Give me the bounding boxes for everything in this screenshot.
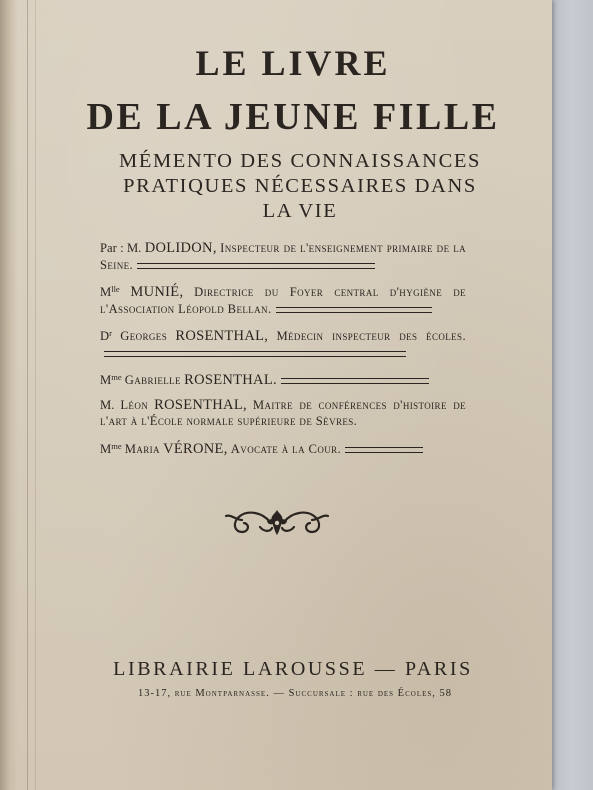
author-prefix: M [100,441,112,456]
subtitle-line-1: MÉMENTO DES CONNAISSANCES [119,150,481,172]
author-first-name: Léon [120,397,149,412]
author-first-name: Georges [120,329,168,343]
author-prefix: M [100,285,112,299]
author-title-sup: lle [111,284,120,294]
author-description: Maitre de conférences d'histoire de l'art à l'École normale supérieure de Sèvres. [100,397,467,428]
author-description: Directrice du Foyer central d'hygiène de l'Association Léopold Bellan. [100,285,466,316]
background-surface [548,0,593,790]
subtitle-line-3: LA VIE [262,200,338,222]
author-first-name: Maria [124,441,160,456]
book-title-line-2: DE LA JEUNE FILLE [86,96,500,138]
author-prefix: Par : M. [100,241,142,255]
entry-rule [345,447,423,453]
entry-rule [281,378,429,384]
author-entry [100,281,466,317]
author-entry [100,438,466,458]
author-name: ROSENTHAL, [154,396,247,413]
author-name: DOLIDON, [144,240,217,256]
author-description: Médecin inspecteur des écoles. [276,329,467,343]
floral-scroll-ornament-icon [222,502,332,542]
author-entry [100,369,466,389]
author-title-sup: me [111,372,122,382]
author-entry [100,397,466,430]
author-list [100,240,466,465]
author-name: MUNIÉ, [130,284,184,300]
author-prefix: M. [100,397,115,412]
author-name: ROSENTHAL, [175,328,269,344]
spine-shadow [0,0,18,790]
entry-rule [276,307,432,313]
spine-fold-secondary [35,0,36,790]
book-subtitle [70,149,530,224]
author-description: Avocate à la Cour. [230,441,342,456]
author-entry [100,240,466,273]
author-title-sup: r [109,328,112,338]
author-prefix: M [100,373,112,387]
author-prefix: D [100,329,110,343]
author-description: Inspecteur de l'enseignement primaire de la Seine. [100,241,467,272]
spine-fold [27,0,28,790]
book-title-line-1: LE LIVRE [195,43,391,83]
subtitle-line-2: PRATIQUES NÉCESSAIRES DANS [123,175,477,197]
entry-rule [137,263,375,269]
author-name: VÉRONE, [163,440,228,457]
author-first-name: Gabrielle [124,373,181,387]
publisher-name: LIBRAIRIE LAROUSSE — PARIS [113,658,473,680]
author-entry [100,325,466,361]
entry-rule [104,351,406,357]
author-title-sup: me [111,440,122,451]
author-name: ROSENTHAL. [184,372,277,388]
publisher-address: 13-17, rue Montparnasse. — Succursale : rue des Écoles, 58 [137,688,453,699]
